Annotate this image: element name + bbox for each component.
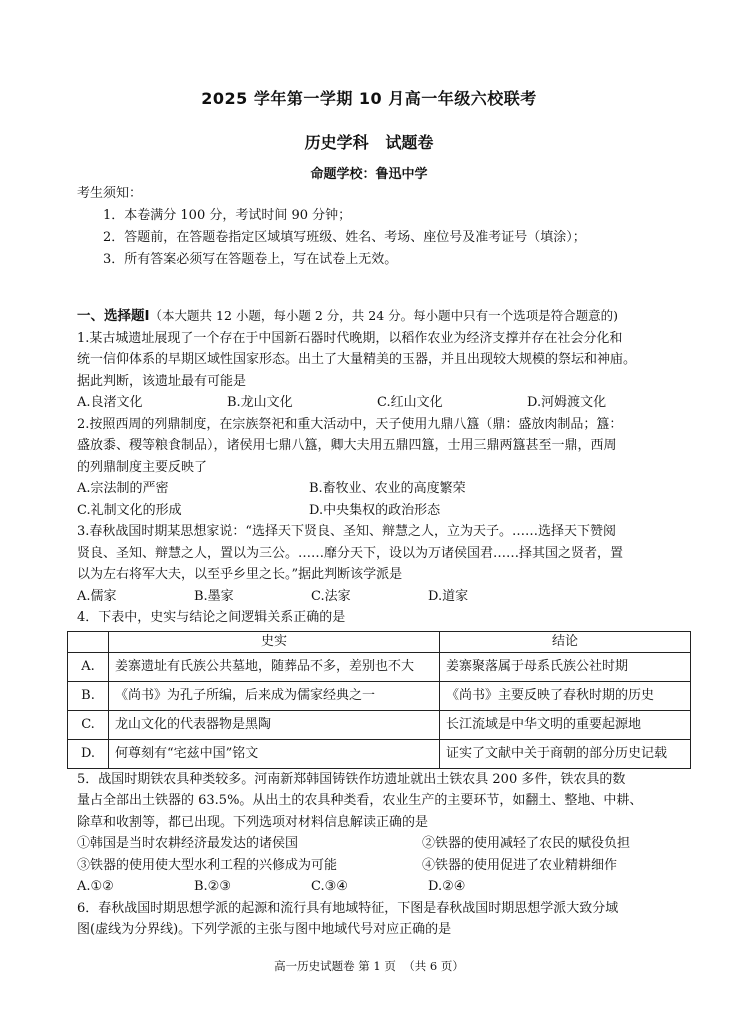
option-b: B.墨家: [194, 588, 234, 604]
table-header-cell: [68, 631, 109, 652]
question-1-options: [77, 392, 677, 414]
question-2-line: 的列鼎制度主要反映了: [77, 459, 208, 475]
question-2-line: 2.按照西周的列鼎制度，在宗族祭祀和重大活动中，天子使用九鼎八簋（鼎：盛放肉制品；簋：: [77, 416, 623, 432]
question-2-options: [77, 500, 677, 522]
question-3-line: 以为左右将军大夫，以至乎乡里之长。”据此判断该学派是: [77, 567, 403, 582]
row-label: D.: [68, 739, 109, 768]
statement-2: ②铁器的使用减轻了农民的赋役负担: [422, 836, 631, 851]
row-fact: 何尊刻有“宅兹中国”铭文: [109, 739, 440, 768]
notice-item: 1．本卷满分 100 分，考试时间 90 分钟；: [103, 208, 352, 223]
row-conclusion: 证实了文献中关于商朝的部分历史记载: [440, 739, 691, 768]
question-1-line: 统一信仰体系的早期区域性国家形态。出土了大量精美的玉器，并且出现较大规模的祭坛和神庙。: [77, 352, 637, 367]
question-3-line: 3.春秋战国时期某思想家说：“选择天下贤良、圣知、辩慧之人，立为天子。……选择天下赞阅: [77, 524, 617, 539]
question-5-options: [77, 876, 677, 898]
option-c: C.法家: [311, 588, 351, 604]
table-header-row: [68, 631, 691, 652]
question-1-line: 1.某古城遗址展现了一个存在于中国新石器时代晚期，以稻作农业为经济支撑并存在社会分化和: [77, 330, 623, 346]
question-4-table: [67, 631, 691, 769]
row-label: B.: [68, 681, 109, 710]
page-footer: 高一历史试题卷 第 1 页 （共 6 页）: [274, 959, 464, 973]
question-3-options: [77, 586, 677, 608]
question-5-line: 5．战国时期铁农具种类较多。河南新郑韩国铸铁作坊遗址就出土铁农具 200 多件，铁农具的数: [77, 771, 626, 787]
question-1-line: 据此判断，该遗址最有可能是: [77, 373, 247, 389]
question-content: [77, 305, 677, 941]
option-a: A.①②: [77, 879, 114, 894]
question-6-line: 图(虚线为分界线)。下列学派的主张与图中地域代号对应正确的是: [77, 922, 452, 937]
row-conclusion: 《尚书》主要反映了春秋时期的历史: [440, 681, 691, 710]
question-5-line: 除草和收割等，都已出现。下列选项对材料信息解读正确的是: [77, 814, 429, 830]
section-title: 一、选择题Ⅰ: [77, 308, 150, 324]
row-label: A.: [68, 652, 109, 681]
table-row: [68, 652, 691, 681]
option-a: A.儒家: [77, 588, 117, 604]
statement-1: ①韩国是当时农耕经济最发达的诸侯国: [77, 836, 299, 851]
question-5-statements: [77, 855, 677, 877]
table-header-cell: 史实: [109, 631, 440, 652]
option-d: D.中央集权的政治形态: [309, 502, 441, 518]
exam-title: 2025 学年第一学期 10 月高一年级六校联考: [201, 89, 537, 108]
question-2-options: [77, 478, 677, 500]
notice-item: 3．所有答案必须写在答题卷上，写在试卷上无效。: [103, 252, 398, 267]
option-d: D.河姆渡文化: [527, 395, 607, 410]
question-3-line: 贤良、圣知、辩慧之人，置以为三公。……靡分天下，设以为万诸侯国君……择其国之贤者，置: [77, 545, 624, 561]
option-c: C.红山文化: [377, 395, 443, 410]
notice-item: 2．答题前，在答题卷指定区域填写班级、姓名、考场、座位号及准考证号（填涂）；: [103, 230, 586, 245]
notice-heading: 考生须知：: [77, 186, 143, 201]
section-header: [77, 305, 677, 328]
statement-3: ③铁器的使用使大型水利工程的兴修成为可能: [77, 857, 338, 873]
question-5-line: 量占全部出土铁器的 63.5%。从出土的农具种类看，农业生产的主要环节，如翻土、整地、中耕、: [77, 793, 643, 808]
table-row: [68, 710, 691, 739]
row-conclusion: 姜寨聚落属于母系氏族公社时期: [440, 652, 691, 681]
exam-subtitle: 历史学科 试题卷: [304, 133, 434, 152]
row-fact: 姜寨遗址有氏族公共墓地，随葬品不多，差别也不大: [109, 652, 440, 681]
question-6-line: 6．春秋战国时期思想学派的起源和流行具有地域特征，下图是春秋战国时期思想学派大致分域: [77, 900, 619, 916]
row-conclusion: 长江流域是中华文明的重要起源地: [440, 710, 691, 739]
statement-4: ④铁器的使用促进了农业精耕细作: [422, 857, 618, 873]
table-row: [68, 739, 691, 768]
option-b: B.畜牧业、农业的高度繁荣: [309, 481, 466, 496]
question-5-statements: [77, 833, 677, 855]
table-row: [68, 681, 691, 710]
exam-school: 命题学校：鲁迅中学: [310, 167, 428, 182]
option-a: A.宗法制的严密: [77, 481, 169, 496]
option-d: D.道家: [428, 588, 469, 604]
option-c: C.③④: [311, 879, 348, 894]
option-d: D.②④: [428, 879, 466, 894]
candidate-notice: [77, 183, 586, 271]
question-4-stem: 4．下表中，史实与结论之间逻辑关系正确的是: [77, 610, 346, 625]
row-fact: 龙山文化的代表器物是黑陶: [109, 710, 440, 739]
row-label: C.: [68, 710, 109, 739]
row-fact: 《尚书》为孔子所编，后来成为儒家经典之一: [109, 681, 440, 710]
option-b: B.龙山文化: [227, 395, 293, 410]
option-a: A.良渚文化: [77, 395, 143, 410]
question-2-line: 盛放黍、稷等粮食制品），诸侯用七鼎八簋，卿大夫用五鼎四簋，士用三鼎两簋甚至一鼎，西周: [77, 438, 617, 453]
option-c: C.礼制文化的形成: [77, 502, 182, 518]
option-b: B.②③: [194, 879, 231, 894]
section-description: （本大题共 12 小题，每小题 2 分，共 24 分。每小题中只有一个选项是符合题意的): [149, 308, 619, 323]
table-header-cell: 结论: [440, 631, 691, 652]
